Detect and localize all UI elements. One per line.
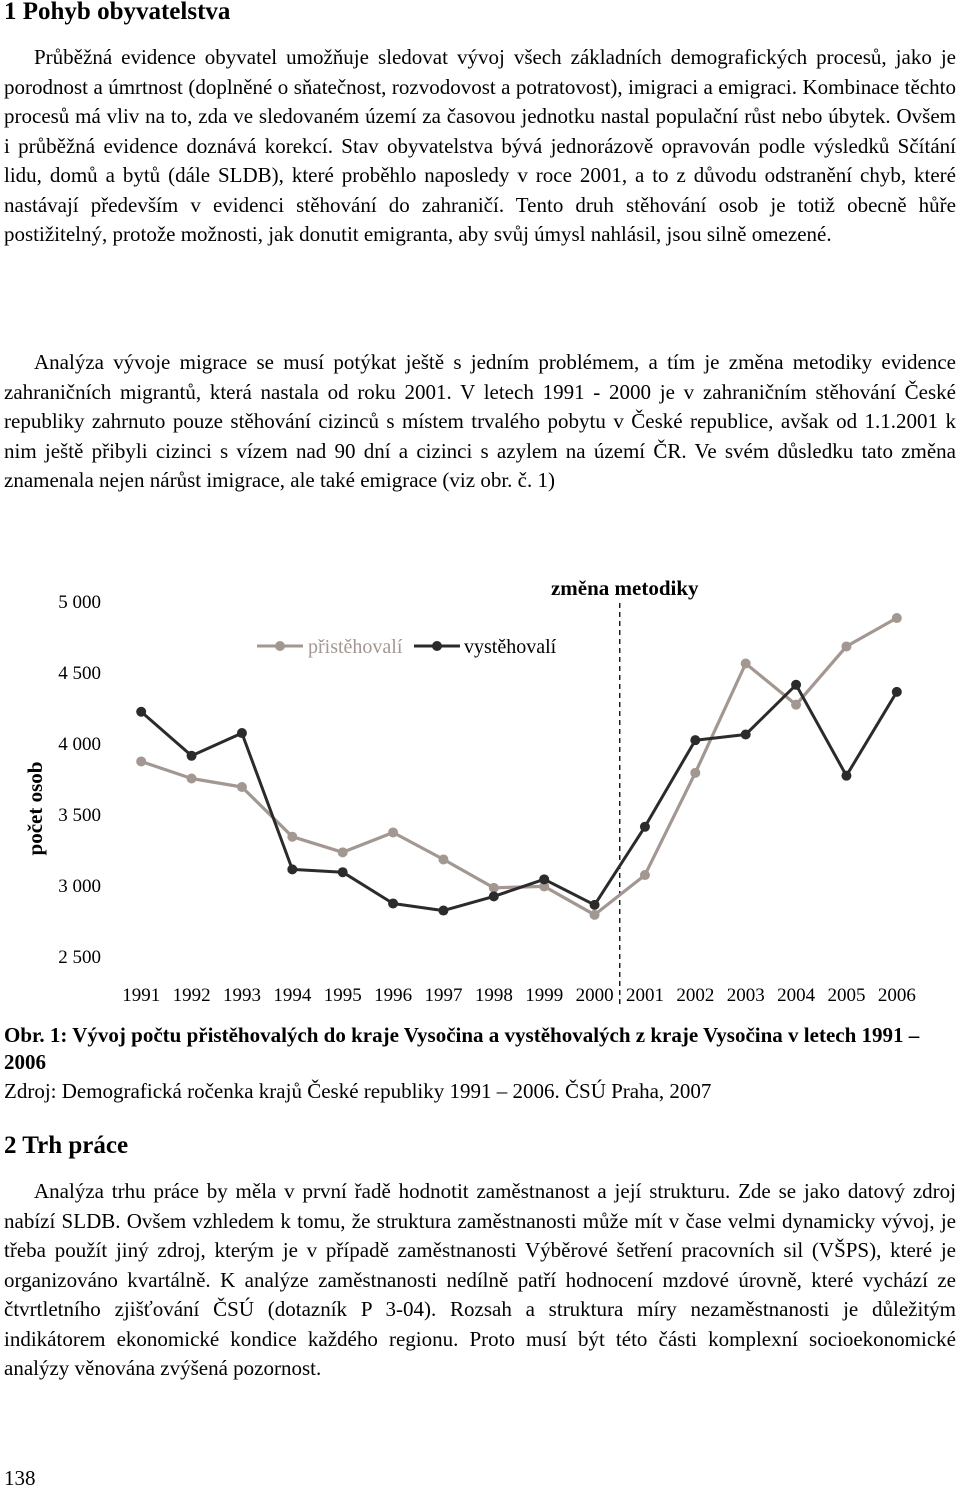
data-point-series-1 xyxy=(388,827,398,837)
x-tick-label: 1994 xyxy=(273,985,312,1006)
data-point-series-2 xyxy=(539,874,549,884)
x-tick-label: 2000 xyxy=(575,985,614,1006)
y-axis xyxy=(58,592,101,968)
y-tick-label: 5 000 xyxy=(58,592,101,613)
legend-label-1: přistěhovalí xyxy=(308,636,403,658)
data-point-series-2 xyxy=(590,900,600,910)
x-tick-label: 2002 xyxy=(676,985,715,1006)
data-point-series-1 xyxy=(690,768,700,778)
y-tick-label: 2 500 xyxy=(58,947,101,968)
legend-swatch-marker-1 xyxy=(275,641,285,651)
x-tick-label: 1998 xyxy=(474,985,513,1006)
x-tick-label: 1993 xyxy=(222,985,261,1006)
y-tick-label: 3 500 xyxy=(58,805,101,826)
x-tick-label: 2004 xyxy=(777,985,816,1006)
data-point-series-2 xyxy=(237,728,247,738)
data-point-series-2 xyxy=(489,891,499,901)
data-point-series-1 xyxy=(640,870,650,880)
section-2-title: 2 Trh práce xyxy=(4,1132,129,1159)
data-point-series-2 xyxy=(136,707,146,717)
x-tick-label: 2005 xyxy=(827,985,866,1006)
x-tick-label: 1996 xyxy=(374,985,413,1006)
data-point-series-2 xyxy=(187,751,197,761)
series-layer xyxy=(136,613,902,920)
data-point-series-2 xyxy=(741,729,751,739)
data-point-series-1 xyxy=(287,832,297,842)
data-point-series-1 xyxy=(438,854,448,864)
x-tick-label: 1995 xyxy=(323,985,362,1006)
migration-line-chart xyxy=(4,565,956,1015)
legend-swatch-marker-2 xyxy=(432,641,442,651)
figure-caption: Obr. 1: Vývoj počtu přistěhovalých do kraje Vysočina a vystěhovalých z kraje Vysočina v letech 1991 – 2006 xyxy=(4,1023,920,1074)
legend-label-2: vystěhovalí xyxy=(464,636,557,658)
y-tick-label: 4 500 xyxy=(58,663,101,684)
data-point-series-2 xyxy=(438,906,448,916)
y-axis-label: počet osob xyxy=(23,761,47,856)
data-point-series-1 xyxy=(136,756,146,766)
section-1-title: 1 Pohyb obyvatelstva xyxy=(4,0,231,25)
data-point-series-2 xyxy=(287,864,297,874)
data-point-series-1 xyxy=(741,658,751,668)
legend xyxy=(257,636,557,658)
data-point-series-2 xyxy=(791,680,801,690)
y-tick-label: 4 000 xyxy=(58,734,101,755)
figure-source: Zdroj: Demografická ročenka krajů České republiky 1991 – 2006. ČSÚ Praha, 2007 xyxy=(4,1079,712,1103)
x-tick-label: 1991 xyxy=(122,985,161,1006)
x-tick-label: 2001 xyxy=(625,985,664,1006)
x-tick-label: 2006 xyxy=(877,985,916,1006)
data-point-series-2 xyxy=(892,687,902,697)
data-point-series-1 xyxy=(187,774,197,784)
x-tick-label: 1992 xyxy=(172,985,211,1006)
y-tick-label: 3 000 xyxy=(58,876,101,897)
data-point-series-2 xyxy=(841,771,851,781)
x-tick-label: 1997 xyxy=(424,985,463,1006)
data-point-series-1 xyxy=(237,782,247,792)
data-point-series-1 xyxy=(338,847,348,857)
data-point-series-2 xyxy=(388,898,398,908)
data-point-series-2 xyxy=(690,735,700,745)
page-number: 138 xyxy=(4,1466,36,1490)
data-point-series-2 xyxy=(338,867,348,877)
x-axis xyxy=(122,985,916,1006)
section-2-paragraph: Analýza trhu práce by měla v první řadě hodnotit zaměstnanost a její strukturu. Zde se jako datový zdroj nabízí SLDB. Ovšem vzhledem k tomu, že struktura zaměstnanosti může mít v čase velmi dynamicky vývoj, je třeba použít jiný zdroj, kterým je v případě zaměstnanosti Výběrové šetření pracovních sil (VŠPS), které je organizováno kvartálně. K analýze zaměstnanosti nedílně patří hodnocení mzdové úrovně, které vychází ze čtvrtletního zjišťování ČSÚ (dotazník P 3-04). Rozsah a struktura míry nezaměstnanosti je důležitým indikátorem ekonomické kondice každého regionu. Proto musí být této části komplexní socioekonomické analýzy věnována zvýšená pozornost. xyxy=(4,1179,956,1380)
data-point-series-2 xyxy=(640,822,650,832)
x-tick-label: 2003 xyxy=(726,985,765,1006)
x-tick-label: 1999 xyxy=(525,985,564,1006)
section-1-paragraph-1: Průběžná evidence obyvatel umožňuje sledovat vývoj všech základních demografických procesů, jako je porodnost a úmrtnost (doplněné o sňatečnost, rozvodovost a potratovost), imigraci a emigraci. Kombinace těchto procesů má vliv na to, zda ve sledovaném území za časovou jednotku nastal populační růst nebo úbytek. Ovšem i průběžná evidence doznává korekcí. Stav obyvatelstva bývá jednorázově opravován podle výsledků Sčítání lidu, domů a bytů (dále SLDB), které proběhlo naposledy v roce 2001, a to z důvodu odstranění chyb, které nastávají především v evidenci stěhování do zahraničí. Tento druh stěhování osob je totiž obecně hůře postižitelný, protože možnosti, jak donutit emigranta, aby svůj úmysl nahlásil, jsou silně omezené. xyxy=(4,45,956,246)
data-point-series-1 xyxy=(489,883,499,893)
section-1-paragraph-2: Analýza vývoje migrace se musí potýkat ještě s jedním problémem, a tím je změna metodiky evidence zahraničních migrantů, která nastala od roku 2001. V letech 1991 - 2000 je v zahraničním stěhování České republiky zahrnuto pouze stěhování cizinců s místem trvalého pobytu v České republice, avšak od 1.1.2001 k nim ještě přibyli cizinci s vízem nad 90 dní a cizinci s azylem na území ČR. Ve svém důsledku tato změna znamenala nejen nárůst imigrace, ale také emigrace (viz obr. č. 1) xyxy=(4,350,956,492)
data-point-series-1 xyxy=(791,700,801,710)
data-point-series-1 xyxy=(841,641,851,651)
data-point-series-1 xyxy=(892,613,902,623)
data-point-series-1 xyxy=(590,910,600,920)
method-change-annotation: změna metodiky xyxy=(550,576,699,600)
